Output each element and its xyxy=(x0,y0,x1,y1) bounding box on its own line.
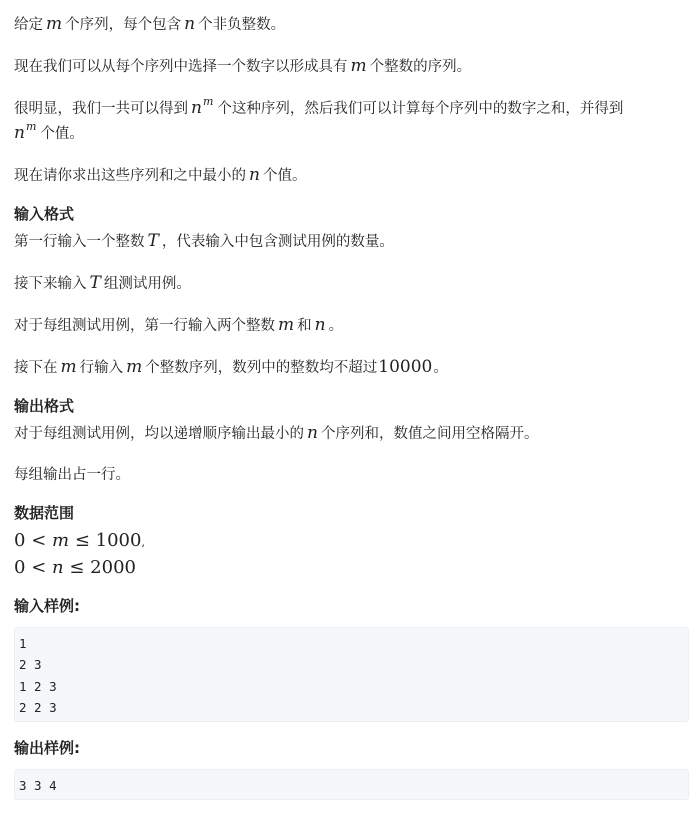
var-m: m xyxy=(350,56,367,76)
range-n xyxy=(14,555,688,580)
text: 很明显，我们一共可以得到 xyxy=(14,101,188,117)
var-n: n xyxy=(52,557,64,578)
text: 个序列和，数值之间用空格隔开。 xyxy=(320,426,539,442)
value: 0 xyxy=(14,530,26,551)
intro-paragraph-2 xyxy=(14,54,688,79)
text: 。 xyxy=(328,318,344,334)
operator: < xyxy=(31,557,47,578)
input-format-heading: 输入格式 xyxy=(14,205,75,223)
text: 第一行输入一个整数 xyxy=(14,234,145,250)
text: 个这种序列，然后我们可以计算每个序列中的数字之和，并得到 xyxy=(217,101,624,117)
base: n xyxy=(191,98,202,118)
exponent-m: m xyxy=(202,95,214,108)
var-m: m xyxy=(46,14,63,34)
text: ，代表输入中包含测试用例的数量。 xyxy=(161,234,394,250)
input-format-paragraph-2 xyxy=(14,271,688,296)
output-format-paragraph-2: 每组输出占一行。 xyxy=(14,467,130,483)
var-n: n xyxy=(249,165,260,185)
operator: ≤ xyxy=(69,557,85,578)
var-m: m xyxy=(278,315,295,335)
input-format-paragraph-3 xyxy=(14,313,688,338)
text: 个整数的序列。 xyxy=(369,59,472,75)
input-format-paragraph-1 xyxy=(14,229,688,254)
text: 现在请你求出这些序列和之中最小的 xyxy=(14,168,246,184)
text: 个值。 xyxy=(40,126,84,142)
var-n: n xyxy=(307,423,318,443)
value: 1000 xyxy=(95,530,142,551)
text: 。 xyxy=(433,360,448,376)
separator: , xyxy=(141,536,145,549)
text: 对于每组测试用例，第一行输入两个整数 xyxy=(14,318,275,334)
var-m: m xyxy=(60,357,77,377)
base: n xyxy=(14,123,25,143)
text: 个序列，每个包含 xyxy=(65,17,182,33)
var-n xyxy=(14,120,40,143)
limit-value: 10000 xyxy=(378,357,433,377)
var-m: m xyxy=(126,357,143,377)
sample-output-code[interactable]: 3 3 4 xyxy=(14,769,689,800)
input-format-paragraph-4 xyxy=(14,355,688,380)
text: 组测试用例。 xyxy=(103,276,191,292)
text: 现在我们可以从每个序列中选择一个数字以形成具有 xyxy=(14,59,348,75)
operator: ≤ xyxy=(74,530,90,551)
var-m: m xyxy=(52,530,70,551)
text: 行输入 xyxy=(79,360,124,376)
text: 个整数序列，数列中的整数均不超过 xyxy=(145,360,378,376)
var-T: T xyxy=(89,273,101,293)
intro-paragraph-4 xyxy=(14,163,688,188)
sample-input-code[interactable]: 1 2 3 1 2 3 2 2 3 xyxy=(14,627,689,722)
output-format-heading: 输出格式 xyxy=(14,397,75,415)
sample-output-heading: 输出样例: xyxy=(14,739,80,758)
text: 接下来输入 xyxy=(14,276,87,292)
intro-paragraph-3 xyxy=(14,96,688,146)
text: 和 xyxy=(297,318,312,334)
var-T: T xyxy=(147,231,159,251)
text: 个值。 xyxy=(262,168,307,184)
text: 给定 xyxy=(14,17,43,33)
intro-paragraph-1 xyxy=(14,12,688,37)
range-m xyxy=(14,528,688,555)
var-n xyxy=(188,95,217,118)
exponent-m: m xyxy=(25,120,37,133)
text: 对于每组测试用例，均以递增顺序输出最小的 xyxy=(14,426,304,442)
var-n: n xyxy=(184,14,196,34)
var-n: n xyxy=(314,315,326,335)
operator: < xyxy=(31,530,47,551)
output-format-paragraph-1 xyxy=(14,421,688,446)
text: 个非负整数。 xyxy=(198,17,286,33)
sample-input-heading: 输入样例: xyxy=(14,597,80,615)
data-range-heading: 数据范围 xyxy=(14,504,75,522)
value: 2000 xyxy=(90,557,136,578)
text: 接下在 xyxy=(14,360,58,376)
value: 0 xyxy=(14,557,26,578)
